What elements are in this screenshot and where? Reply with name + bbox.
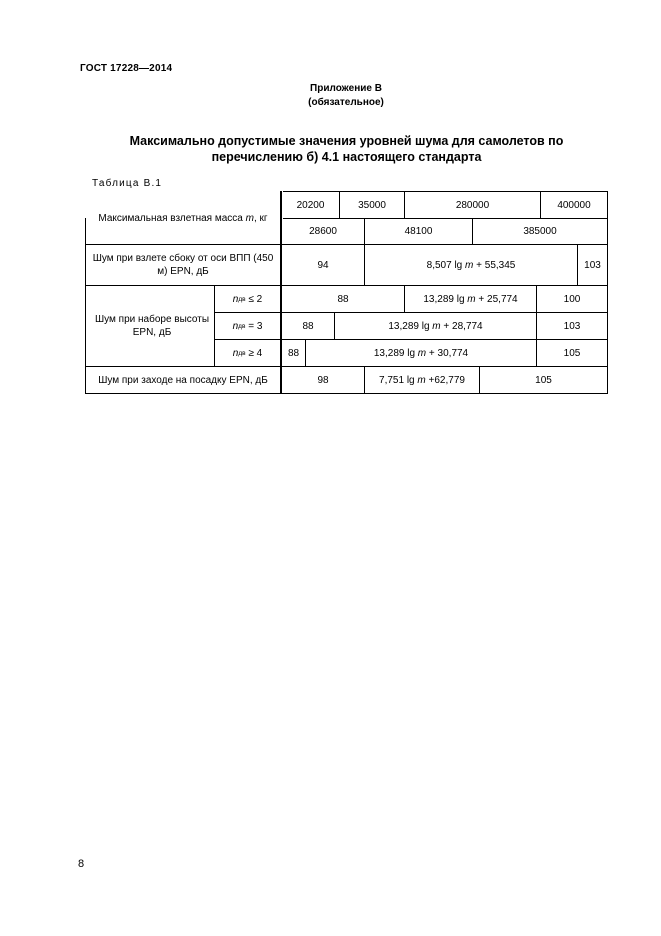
- formula-prefix: 13,289 lg: [388, 320, 433, 332]
- condition-text: ≥ 4: [245, 347, 263, 359]
- approach-formula: [365, 367, 479, 393]
- formula-suffix: +62,779: [425, 374, 465, 386]
- mass-unit: , кг: [253, 212, 268, 224]
- title-line-2: перечислению б) 4.1 настоящего стандарта: [211, 150, 482, 164]
- approach-high-limit: 105: [535, 374, 552, 386]
- formula-variable: m: [417, 374, 426, 386]
- formula-variable: m: [432, 320, 441, 332]
- table-caption: Таблица В.1: [92, 178, 163, 189]
- mass-variable: m: [245, 212, 254, 224]
- formula-prefix: 8,507 lg: [426, 259, 466, 271]
- standard-header: ГОСТ 17228—2014: [80, 63, 173, 74]
- table-line: [85, 393, 608, 394]
- engines-subscript: дв: [238, 295, 246, 303]
- formula-suffix: + 30,774: [426, 347, 469, 359]
- formula-prefix: 7,751 lg: [379, 374, 418, 386]
- mass-value: 35000: [358, 199, 386, 211]
- climb-low-limit: 88: [302, 320, 314, 332]
- mass-value: 28600: [309, 226, 337, 237]
- mass-label-text: Максимальная взлетная масса: [98, 212, 243, 224]
- title-line-1: Максимально допустимые значения уровней шума для самолетов по: [129, 134, 564, 148]
- climb-formula: [405, 286, 536, 312]
- page-number: 8: [78, 858, 85, 870]
- approach-noise-label: Шум при заходе на посадку EPN, дБ: [98, 374, 268, 386]
- climb-low-limit: 88: [287, 347, 300, 359]
- engines-symbol: n: [232, 347, 239, 359]
- annex-status: (обязательное): [308, 97, 384, 108]
- engines-symbol: n: [232, 293, 239, 305]
- condition-text: ≤ 2: [245, 293, 263, 305]
- engines-condition: [215, 340, 280, 366]
- climb-low-limit: 88: [337, 293, 349, 305]
- climb-high-limit: 105: [563, 347, 581, 359]
- formula-variable: m: [465, 259, 474, 271]
- mass-value: 400000: [557, 199, 591, 211]
- lateral-formula: [365, 245, 577, 285]
- formula-suffix: + 28,774: [440, 320, 483, 332]
- climb-formula: [335, 313, 536, 339]
- engines-condition: [215, 313, 280, 339]
- mass-value: 20200: [296, 199, 325, 211]
- lateral-noise-label: Шум при взлете сбоку от оси ВПП (450 м) EPN, дБ: [92, 253, 274, 277]
- condition-text: = 3: [245, 320, 263, 332]
- formula-prefix: 13,289 lg: [423, 293, 468, 305]
- formula-prefix: 13,289 lg: [373, 347, 418, 359]
- engines-symbol: n: [232, 320, 239, 332]
- engines-subscript: дв: [238, 349, 246, 357]
- climb-formula: [306, 340, 536, 366]
- formula-suffix: + 55,345: [473, 259, 516, 271]
- table-line: [607, 191, 608, 394]
- mass-value: 48100: [404, 226, 433, 237]
- engines-subscript: дв: [238, 322, 246, 330]
- climb-high-limit: 100: [563, 293, 581, 305]
- formula-variable: m: [467, 293, 476, 305]
- approach-low-limit: 98: [317, 374, 329, 386]
- mass-value: 280000: [455, 199, 490, 211]
- mass-value: 385000: [523, 226, 557, 237]
- engines-condition: [215, 286, 280, 312]
- mass-label: [86, 205, 280, 231]
- formula-suffix: + 25,774: [475, 293, 518, 305]
- climb-high-limit: 103: [563, 320, 581, 332]
- annex-title: Приложение В: [310, 83, 382, 94]
- climb-noise-label: Шум при наборе высоты EPN, дБ: [94, 314, 210, 338]
- lateral-low-limit: 94: [317, 259, 329, 271]
- formula-variable: m: [417, 347, 427, 359]
- lateral-high-limit: 103: [584, 259, 601, 271]
